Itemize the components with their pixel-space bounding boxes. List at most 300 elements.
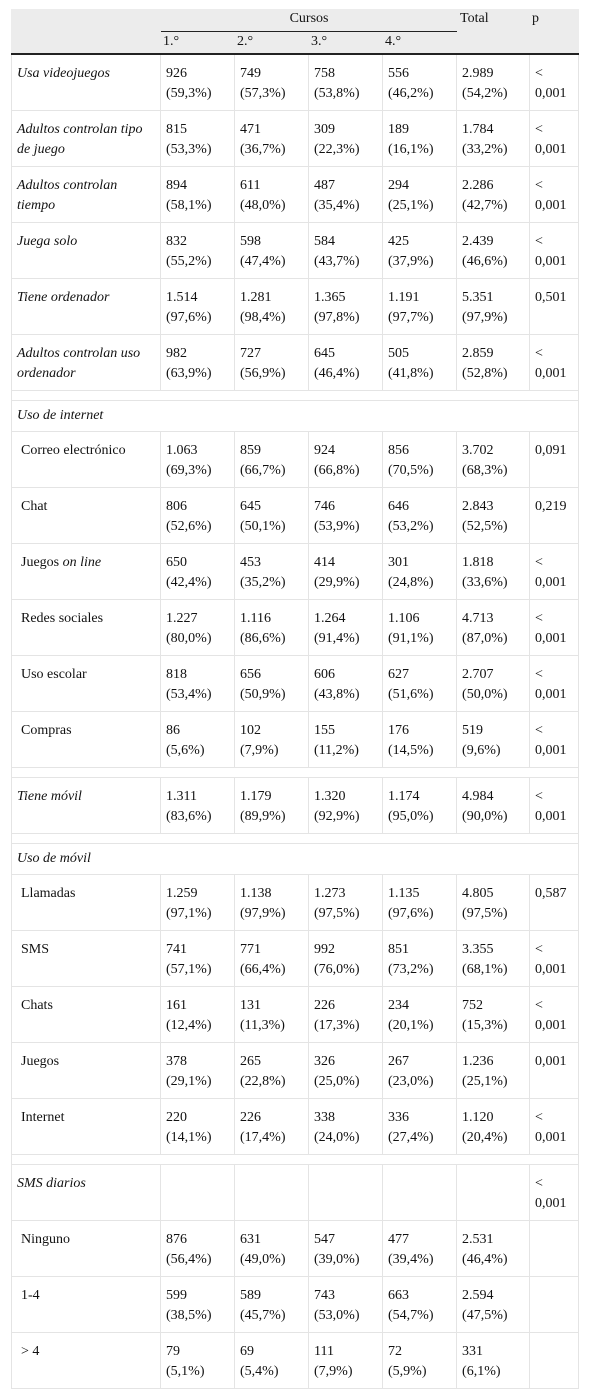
header-course-4: 4.° bbox=[383, 32, 457, 55]
cell-course-1 bbox=[161, 167, 235, 223]
table-row bbox=[11, 544, 579, 600]
cell-course-2 bbox=[235, 167, 309, 223]
table-row bbox=[11, 778, 579, 834]
cell-total bbox=[457, 600, 530, 656]
cell-course-2 bbox=[235, 931, 309, 987]
cell-value: 663 (54,7%) bbox=[388, 1288, 434, 1323]
cell-value: 414 (29,9%) bbox=[314, 555, 360, 590]
cell-value: 924 (66,8%) bbox=[314, 443, 360, 478]
cell-value: 0,091 bbox=[535, 443, 567, 458]
cell-value: 2.531 (46,4%) bbox=[462, 1232, 508, 1267]
cell-course-2 bbox=[235, 111, 309, 167]
cell-value: 309 (22,3%) bbox=[314, 122, 360, 157]
cell-value: 220 (14,1%) bbox=[166, 1110, 212, 1145]
cell-course-4 bbox=[383, 544, 457, 600]
header-cursos: Cursos bbox=[161, 9, 457, 32]
cell-value: 876 (56,4%) bbox=[166, 1232, 212, 1267]
cell-value: 471 (36,7%) bbox=[240, 122, 286, 157]
cell-value: < 0,001 bbox=[535, 667, 567, 702]
cell-value: 3.355 (68,1%) bbox=[462, 942, 508, 977]
cell-course-3 bbox=[309, 432, 383, 488]
cell-course-3 bbox=[309, 987, 383, 1043]
cell-course-4 bbox=[383, 712, 457, 768]
cell-course-3 bbox=[309, 875, 383, 931]
cell-value: 1.106 (91,1%) bbox=[388, 611, 434, 646]
cell-value: 72 (5,9%) bbox=[388, 1344, 427, 1379]
row-label-text: Tiene ordenador bbox=[17, 290, 110, 305]
header-course-2: 2.° bbox=[235, 32, 309, 55]
cell-value: 992 (76,0%) bbox=[314, 942, 360, 977]
cell-value: 599 (38,5%) bbox=[166, 1288, 212, 1323]
cell-total bbox=[457, 1277, 530, 1333]
table-row bbox=[11, 111, 579, 167]
table-row bbox=[11, 1099, 579, 1155]
cell-course-2 bbox=[235, 712, 309, 768]
cell-course-2 bbox=[235, 778, 309, 834]
table-row bbox=[11, 1165, 579, 1221]
cell-value: < 0,001 bbox=[535, 789, 567, 824]
spacer-row bbox=[11, 768, 579, 778]
table-row bbox=[11, 875, 579, 931]
table-row bbox=[11, 488, 579, 544]
cell-value: 856 (70,5%) bbox=[388, 443, 434, 478]
cell-value: 326 (25,0%) bbox=[314, 1054, 360, 1089]
group-label: Uso de móvil bbox=[11, 844, 579, 875]
row-label-text: Ninguno bbox=[21, 1232, 70, 1247]
cell-course-4 bbox=[383, 600, 457, 656]
cell-value: 155 (11,2%) bbox=[314, 723, 359, 758]
cell-course-1 bbox=[161, 1333, 235, 1389]
cell-course-1 bbox=[161, 1277, 235, 1333]
cell-course-3 bbox=[309, 1277, 383, 1333]
cell-total bbox=[457, 111, 530, 167]
cell-course-4 bbox=[383, 279, 457, 335]
row-label-text: > 4 bbox=[21, 1344, 40, 1359]
table-row bbox=[11, 1333, 579, 1389]
cell-value: 226 (17,3%) bbox=[314, 998, 360, 1033]
cell-value: 645 (46,4%) bbox=[314, 346, 360, 381]
row-label-text: Tiene móvil bbox=[17, 789, 82, 804]
cell-course-3 bbox=[309, 931, 383, 987]
cell-value: 1.236 (25,1%) bbox=[462, 1054, 508, 1089]
table-body bbox=[11, 55, 579, 1389]
row-label bbox=[11, 1221, 161, 1277]
cell-value: 589 (45,7%) bbox=[240, 1288, 286, 1323]
cell-course-2 bbox=[235, 1043, 309, 1099]
cell-course-4 bbox=[383, 1333, 457, 1389]
cell-course-2 bbox=[235, 432, 309, 488]
spacer-cell bbox=[11, 834, 579, 844]
cell-course-4 bbox=[383, 223, 457, 279]
cell-course-3 bbox=[309, 335, 383, 391]
cell-p-value bbox=[530, 1043, 579, 1099]
header-empty-cell bbox=[457, 32, 530, 55]
cell-value: 1.311 (83,6%) bbox=[166, 789, 212, 824]
row-label-text: Uso escolar bbox=[21, 667, 87, 682]
cell-value: 1.514 (97,6%) bbox=[166, 290, 212, 325]
cell-p-value bbox=[530, 875, 579, 931]
table-row bbox=[11, 167, 579, 223]
cell-value: 0,001 bbox=[535, 1054, 567, 1069]
cell-course-2 bbox=[235, 1333, 309, 1389]
cell-value: 161 (12,4%) bbox=[166, 998, 212, 1033]
cell-value: 758 (53,8%) bbox=[314, 66, 360, 101]
cell-course-3 bbox=[309, 1333, 383, 1389]
cell-total bbox=[457, 778, 530, 834]
cell-value: 265 (22,8%) bbox=[240, 1054, 286, 1089]
row-label-text: Adultos controlan tiempo bbox=[17, 178, 118, 213]
table-row bbox=[11, 600, 579, 656]
row-label bbox=[11, 223, 161, 279]
cell-total bbox=[457, 1221, 530, 1277]
cell-value: 926 (59,3%) bbox=[166, 66, 212, 101]
cell-course-3 bbox=[309, 279, 383, 335]
cell-value: 1.174 (95,0%) bbox=[388, 789, 434, 824]
header-course-1: 1.° bbox=[161, 32, 235, 55]
cell-total bbox=[457, 712, 530, 768]
cell-value: 336 (27,4%) bbox=[388, 1110, 434, 1145]
spacer-cell bbox=[11, 768, 579, 778]
header-p: p bbox=[530, 9, 579, 32]
row-label bbox=[11, 1043, 161, 1099]
cell-course-3 bbox=[309, 167, 383, 223]
cell-course-2 bbox=[235, 279, 309, 335]
cell-value: 631 (49,0%) bbox=[240, 1232, 286, 1267]
row-label bbox=[11, 931, 161, 987]
cell-p-value bbox=[530, 987, 579, 1043]
cell-course-3 bbox=[309, 1221, 383, 1277]
cell-course-2 bbox=[235, 1165, 309, 1221]
cell-value: 79 (5,1%) bbox=[166, 1344, 205, 1379]
cell-total bbox=[457, 488, 530, 544]
cell-value: 111 (7,9%) bbox=[314, 1344, 353, 1379]
cell-course-1 bbox=[161, 55, 235, 111]
cell-course-4 bbox=[383, 1221, 457, 1277]
cell-p-value bbox=[530, 1221, 579, 1277]
cell-value: 86 (5,6%) bbox=[166, 723, 205, 758]
cell-value: 338 (24,0%) bbox=[314, 1110, 360, 1145]
cell-value: 832 (55,2%) bbox=[166, 234, 212, 269]
cell-value: 611 (48,0%) bbox=[240, 178, 286, 213]
cell-total bbox=[457, 55, 530, 111]
cell-value: 1.273 (97,5%) bbox=[314, 886, 360, 921]
cell-course-1 bbox=[161, 223, 235, 279]
cell-p-value bbox=[530, 335, 579, 391]
row-label bbox=[11, 335, 161, 391]
cell-course-3 bbox=[309, 223, 383, 279]
cell-total bbox=[457, 1165, 530, 1221]
cell-course-2 bbox=[235, 1099, 309, 1155]
cell-value: 1.116 (86,6%) bbox=[240, 611, 286, 646]
cell-value: 743 (53,0%) bbox=[314, 1288, 360, 1323]
cell-course-2 bbox=[235, 488, 309, 544]
row-label bbox=[11, 1165, 161, 1221]
cell-course-1 bbox=[161, 488, 235, 544]
cell-value: 2.439 (46,6%) bbox=[462, 234, 508, 269]
cell-total bbox=[457, 167, 530, 223]
cell-course-3 bbox=[309, 1165, 383, 1221]
cell-course-1 bbox=[161, 778, 235, 834]
cell-course-2 bbox=[235, 223, 309, 279]
cell-p-value bbox=[530, 600, 579, 656]
cell-p-value bbox=[530, 488, 579, 544]
cell-course-4 bbox=[383, 987, 457, 1043]
row-label-text: Juegos bbox=[21, 555, 63, 570]
spacer-cell bbox=[11, 391, 579, 401]
cell-course-4 bbox=[383, 1043, 457, 1099]
row-label bbox=[11, 600, 161, 656]
cell-course-1 bbox=[161, 335, 235, 391]
cell-value: 627 (51,6%) bbox=[388, 667, 434, 702]
cell-course-1 bbox=[161, 432, 235, 488]
cell-value: 2.989 (54,2%) bbox=[462, 66, 508, 101]
cell-value: 1.264 (91,4%) bbox=[314, 611, 360, 646]
row-label-text: Adultos controlan tipo de juego bbox=[17, 122, 143, 157]
data-table-container bbox=[11, 9, 579, 1389]
cell-value: 505 (41,8%) bbox=[388, 346, 434, 381]
row-label-italic: on line bbox=[62, 555, 102, 570]
group-header-row bbox=[11, 401, 579, 432]
cell-value: 2.859 (52,8%) bbox=[462, 346, 508, 381]
cell-value: < 0,001 bbox=[535, 1176, 567, 1211]
cell-value: 806 (52,6%) bbox=[166, 499, 212, 534]
cell-value: 656 (50,9%) bbox=[240, 667, 286, 702]
cell-value: < 0,001 bbox=[535, 942, 567, 977]
cell-value: 519 (9,6%) bbox=[462, 723, 501, 758]
cell-value: 2.707 (50,0%) bbox=[462, 667, 508, 702]
table-row bbox=[11, 335, 579, 391]
cell-value: 2.594 (47,5%) bbox=[462, 1288, 508, 1323]
cell-p-value bbox=[530, 279, 579, 335]
cell-total bbox=[457, 875, 530, 931]
cell-course-3 bbox=[309, 778, 383, 834]
cell-value: 176 (14,5%) bbox=[388, 723, 434, 758]
row-label bbox=[11, 1099, 161, 1155]
cell-course-1 bbox=[161, 111, 235, 167]
cell-value: < 0,001 bbox=[535, 555, 567, 590]
cell-value: 771 (66,4%) bbox=[240, 942, 286, 977]
row-label-text: Adultos controlan uso ordenador bbox=[17, 346, 141, 381]
table-row bbox=[11, 712, 579, 768]
row-label bbox=[11, 987, 161, 1043]
cell-value: 131 (11,3%) bbox=[240, 998, 285, 1033]
cell-total bbox=[457, 656, 530, 712]
cell-value: 1.135 (97,6%) bbox=[388, 886, 434, 921]
cell-course-1 bbox=[161, 987, 235, 1043]
cell-p-value bbox=[530, 1277, 579, 1333]
table-row bbox=[11, 1277, 579, 1333]
cell-course-2 bbox=[235, 656, 309, 712]
data-table bbox=[11, 9, 579, 1389]
cell-p-value bbox=[530, 55, 579, 111]
cell-course-3 bbox=[309, 488, 383, 544]
table-row bbox=[11, 931, 579, 987]
table-row bbox=[11, 1043, 579, 1099]
row-label bbox=[11, 544, 161, 600]
cell-course-1 bbox=[161, 1165, 235, 1221]
cell-value: 851 (73,2%) bbox=[388, 942, 434, 977]
cell-value: 1.259 (97,1%) bbox=[166, 886, 212, 921]
cell-value: 1.281 (98,4%) bbox=[240, 290, 286, 325]
cell-total bbox=[457, 1099, 530, 1155]
row-label bbox=[11, 1277, 161, 1333]
cell-course-3 bbox=[309, 712, 383, 768]
row-label-text: Compras bbox=[21, 723, 72, 738]
cell-value: 746 (53,9%) bbox=[314, 499, 360, 534]
cell-value: 2.843 (52,5%) bbox=[462, 499, 508, 534]
row-label-text: Usa videojuegos bbox=[17, 66, 110, 81]
cell-course-2 bbox=[235, 544, 309, 600]
cell-value: < 0,001 bbox=[535, 723, 567, 758]
cell-value: 646 (53,2%) bbox=[388, 499, 434, 534]
cell-course-2 bbox=[235, 55, 309, 111]
header-total: Total bbox=[457, 9, 530, 32]
cell-value: 1.191 (97,7%) bbox=[388, 290, 434, 325]
cell-value: 3.702 (68,3%) bbox=[462, 443, 508, 478]
cell-course-4 bbox=[383, 167, 457, 223]
cell-value: 741 (57,1%) bbox=[166, 942, 212, 977]
cell-value: 547 (39,0%) bbox=[314, 1232, 360, 1267]
cell-value: 1.365 (97,8%) bbox=[314, 290, 360, 325]
cell-course-1 bbox=[161, 279, 235, 335]
cell-course-4 bbox=[383, 488, 457, 544]
cell-value: 226 (17,4%) bbox=[240, 1110, 286, 1145]
header-row-courses bbox=[11, 32, 579, 55]
row-label-text: SMS diarios bbox=[17, 1176, 86, 1191]
cell-value: 650 (42,4%) bbox=[166, 555, 212, 590]
cell-value: 894 (58,1%) bbox=[166, 178, 212, 213]
cell-total bbox=[457, 1043, 530, 1099]
cell-value: 859 (66,7%) bbox=[240, 443, 286, 478]
cell-value: < 0,001 bbox=[535, 346, 567, 381]
header-row-top bbox=[11, 9, 579, 32]
cell-value: 425 (37,9%) bbox=[388, 234, 434, 269]
table-row bbox=[11, 55, 579, 111]
cell-value: 1.818 (33,6%) bbox=[462, 555, 508, 590]
cell-total bbox=[457, 1333, 530, 1389]
cell-p-value bbox=[530, 656, 579, 712]
cell-total bbox=[457, 544, 530, 600]
cell-value: 477 (39,4%) bbox=[388, 1232, 434, 1267]
cell-p-value bbox=[530, 167, 579, 223]
cell-value: 1.138 (97,9%) bbox=[240, 886, 286, 921]
cell-course-1 bbox=[161, 656, 235, 712]
cell-p-value bbox=[530, 432, 579, 488]
cell-value: 69 (5,4%) bbox=[240, 1344, 279, 1379]
group-header-row bbox=[11, 844, 579, 875]
cell-value: < 0,001 bbox=[535, 234, 567, 269]
cell-value: < 0,001 bbox=[535, 66, 567, 101]
cell-course-4 bbox=[383, 1277, 457, 1333]
cell-course-4 bbox=[383, 111, 457, 167]
spacer-cell bbox=[11, 1155, 579, 1165]
cell-value: 234 (20,1%) bbox=[388, 998, 434, 1033]
cell-value: < 0,001 bbox=[535, 998, 567, 1033]
cell-total bbox=[457, 987, 530, 1043]
table-row bbox=[11, 1221, 579, 1277]
cell-value: 606 (43,8%) bbox=[314, 667, 360, 702]
cell-value: < 0,001 bbox=[535, 611, 567, 646]
cell-course-1 bbox=[161, 875, 235, 931]
cell-value: 0,219 bbox=[535, 499, 567, 514]
row-label-text: Internet bbox=[21, 1110, 65, 1125]
row-label bbox=[11, 55, 161, 111]
cell-course-4 bbox=[383, 778, 457, 834]
cell-course-1 bbox=[161, 544, 235, 600]
row-label-text: SMS bbox=[21, 942, 50, 957]
cell-course-1 bbox=[161, 600, 235, 656]
cell-value: 1.784 (33,2%) bbox=[462, 122, 508, 157]
cell-total bbox=[457, 335, 530, 391]
cell-course-4 bbox=[383, 55, 457, 111]
cell-course-1 bbox=[161, 931, 235, 987]
row-label-text: Redes sociales bbox=[21, 611, 104, 626]
cell-value: 727 (56,9%) bbox=[240, 346, 286, 381]
row-label bbox=[11, 488, 161, 544]
cell-course-3 bbox=[309, 1043, 383, 1099]
cell-course-4 bbox=[383, 875, 457, 931]
row-label-text: Chats bbox=[21, 998, 53, 1013]
spacer-row bbox=[11, 391, 579, 401]
cell-total bbox=[457, 223, 530, 279]
cell-value: 1.227 (80,0%) bbox=[166, 611, 212, 646]
cell-value: 1.320 (92,9%) bbox=[314, 789, 360, 824]
cell-value: 487 (35,4%) bbox=[314, 178, 360, 213]
cell-value: 331 (6,1%) bbox=[462, 1344, 501, 1379]
cell-course-3 bbox=[309, 111, 383, 167]
cell-course-3 bbox=[309, 1099, 383, 1155]
row-label-text: 1-4 bbox=[21, 1288, 40, 1303]
cell-value: 4.713 (87,0%) bbox=[462, 611, 508, 646]
cell-value: < 0,001 bbox=[535, 178, 567, 213]
cell-p-value bbox=[530, 544, 579, 600]
table-header bbox=[11, 9, 579, 55]
cell-value: 584 (43,7%) bbox=[314, 234, 360, 269]
cell-value: 1.063 (69,3%) bbox=[166, 443, 212, 478]
table-row bbox=[11, 279, 579, 335]
cell-course-4 bbox=[383, 656, 457, 712]
header-empty-cell bbox=[11, 32, 161, 55]
cell-value: 0,587 bbox=[535, 886, 567, 901]
table-row bbox=[11, 987, 579, 1043]
cell-p-value bbox=[530, 712, 579, 768]
cell-course-2 bbox=[235, 987, 309, 1043]
cell-course-2 bbox=[235, 600, 309, 656]
cell-course-1 bbox=[161, 1221, 235, 1277]
row-label bbox=[11, 712, 161, 768]
row-label bbox=[11, 1333, 161, 1389]
cell-course-4 bbox=[383, 1099, 457, 1155]
cell-p-value bbox=[530, 1099, 579, 1155]
row-label bbox=[11, 432, 161, 488]
cell-course-1 bbox=[161, 1099, 235, 1155]
cell-p-value bbox=[530, 223, 579, 279]
cell-p-value bbox=[530, 1333, 579, 1389]
cell-course-4 bbox=[383, 1165, 457, 1221]
cell-value: 378 (29,1%) bbox=[166, 1054, 212, 1089]
cell-value: 598 (47,4%) bbox=[240, 234, 286, 269]
cell-value: 453 (35,2%) bbox=[240, 555, 286, 590]
row-label-text: Chat bbox=[21, 499, 48, 514]
cell-value: 4.984 (90,0%) bbox=[462, 789, 508, 824]
cell-course-2 bbox=[235, 875, 309, 931]
cell-value: < 0,001 bbox=[535, 1110, 567, 1145]
cell-value: 102 (7,9%) bbox=[240, 723, 279, 758]
cell-course-1 bbox=[161, 712, 235, 768]
cell-value: 556 (46,2%) bbox=[388, 66, 434, 101]
cell-course-4 bbox=[383, 931, 457, 987]
row-label-text: Correo electrónico bbox=[21, 443, 126, 458]
